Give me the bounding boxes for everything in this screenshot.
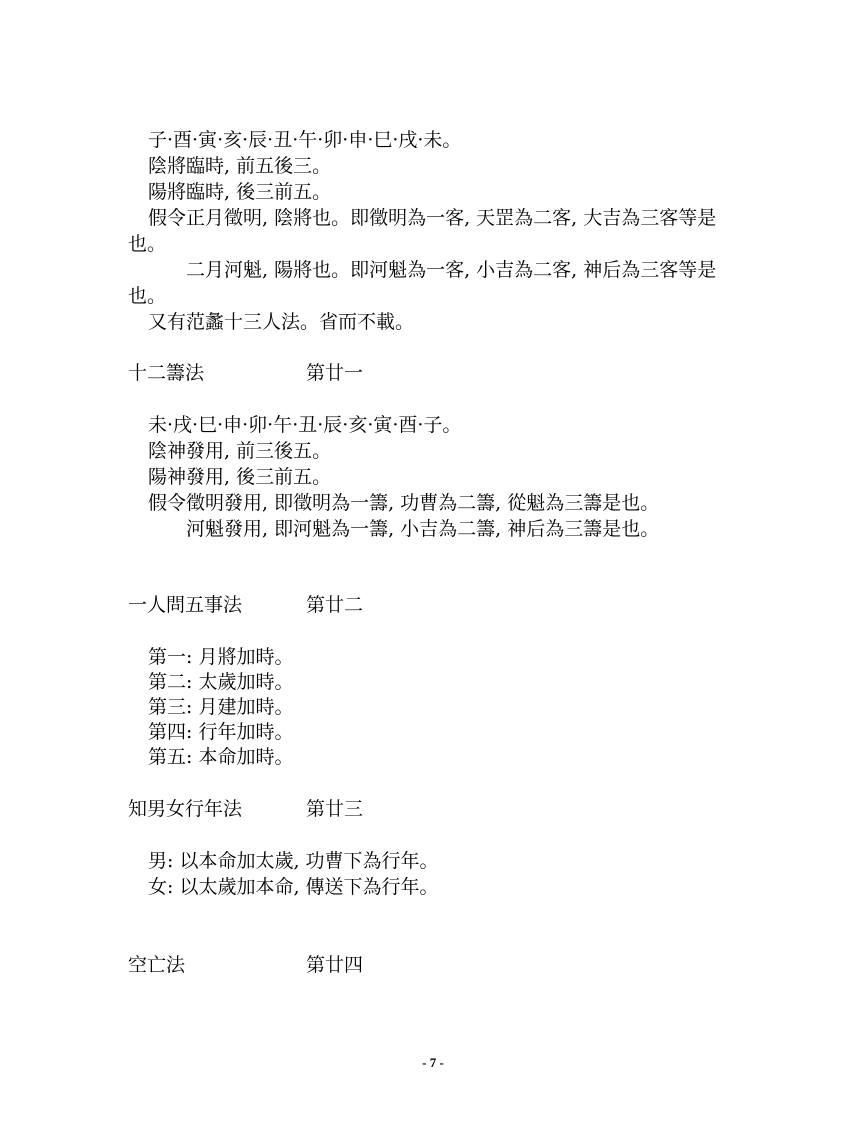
section-title: 知男女行年法 [128, 798, 243, 820]
list-item: 第一: 月將加時。 [148, 646, 294, 668]
section-heading [128, 360, 528, 386]
text-line: 假令徵明發用, 即徵明為一籌, 功曹為二籌, 從魁為三籌是也。 [148, 492, 660, 514]
list-item: 女: 以太歲加本命, 傳送下為行年。 [148, 876, 439, 898]
section-heading [128, 796, 528, 822]
text-line: 河魁發用, 即河魁為一籌, 小吉為二籌, 神后為三籌是也。 [186, 518, 660, 540]
section-heading [128, 592, 528, 618]
list-item: 第三: 月建加時。 [148, 696, 294, 718]
section-number: 第廿一 [306, 362, 364, 384]
text-line: 陽神發用, 後三前五。 [148, 466, 332, 488]
text-line: 假令正月徵明, 陰將也。即徵明為一客, 天罡為二客, 大吉為三客等是 [148, 207, 717, 229]
page-number: - 7 - [422, 1055, 444, 1070]
list-item: 第二: 太歲加時。 [148, 671, 294, 693]
section-title: 一人問五事法 [128, 594, 243, 616]
text-line: 陰神發用, 前三後五。 [148, 440, 332, 462]
text-line: 子·酉·寅·亥·辰·丑·午·卯·申·巳·戌·未。 [148, 129, 462, 151]
section-number: 第廿二 [306, 594, 364, 616]
text-line: 陽將臨時, 後三前五。 [148, 181, 332, 203]
list-item: 第五: 本命加時。 [148, 746, 294, 768]
list-item: 男: 以本命加太歲, 功曹下為行年。 [148, 850, 439, 872]
text-line: 也。 [128, 233, 167, 255]
text-line: 陰將臨時, 前五後三。 [148, 155, 332, 177]
section-heading [128, 952, 528, 978]
text-line: 未·戌·巳·申·卯·午·丑·辰·亥·寅·酉·子。 [148, 414, 462, 436]
section-title: 十二籌法 [128, 362, 205, 384]
section-title: 空亡法 [128, 954, 186, 976]
list-item: 第四: 行年加時。 [148, 721, 294, 743]
text-line: 也。 [128, 285, 167, 307]
section-number: 第廿四 [306, 954, 364, 976]
text-line: 又有范蠡十三人法。省而不載。 [148, 311, 415, 333]
text-line: 二月河魁, 陽將也。即河魁為一客, 小吉為二客, 神后為三客等是 [186, 259, 717, 281]
section-number: 第廿三 [306, 798, 364, 820]
